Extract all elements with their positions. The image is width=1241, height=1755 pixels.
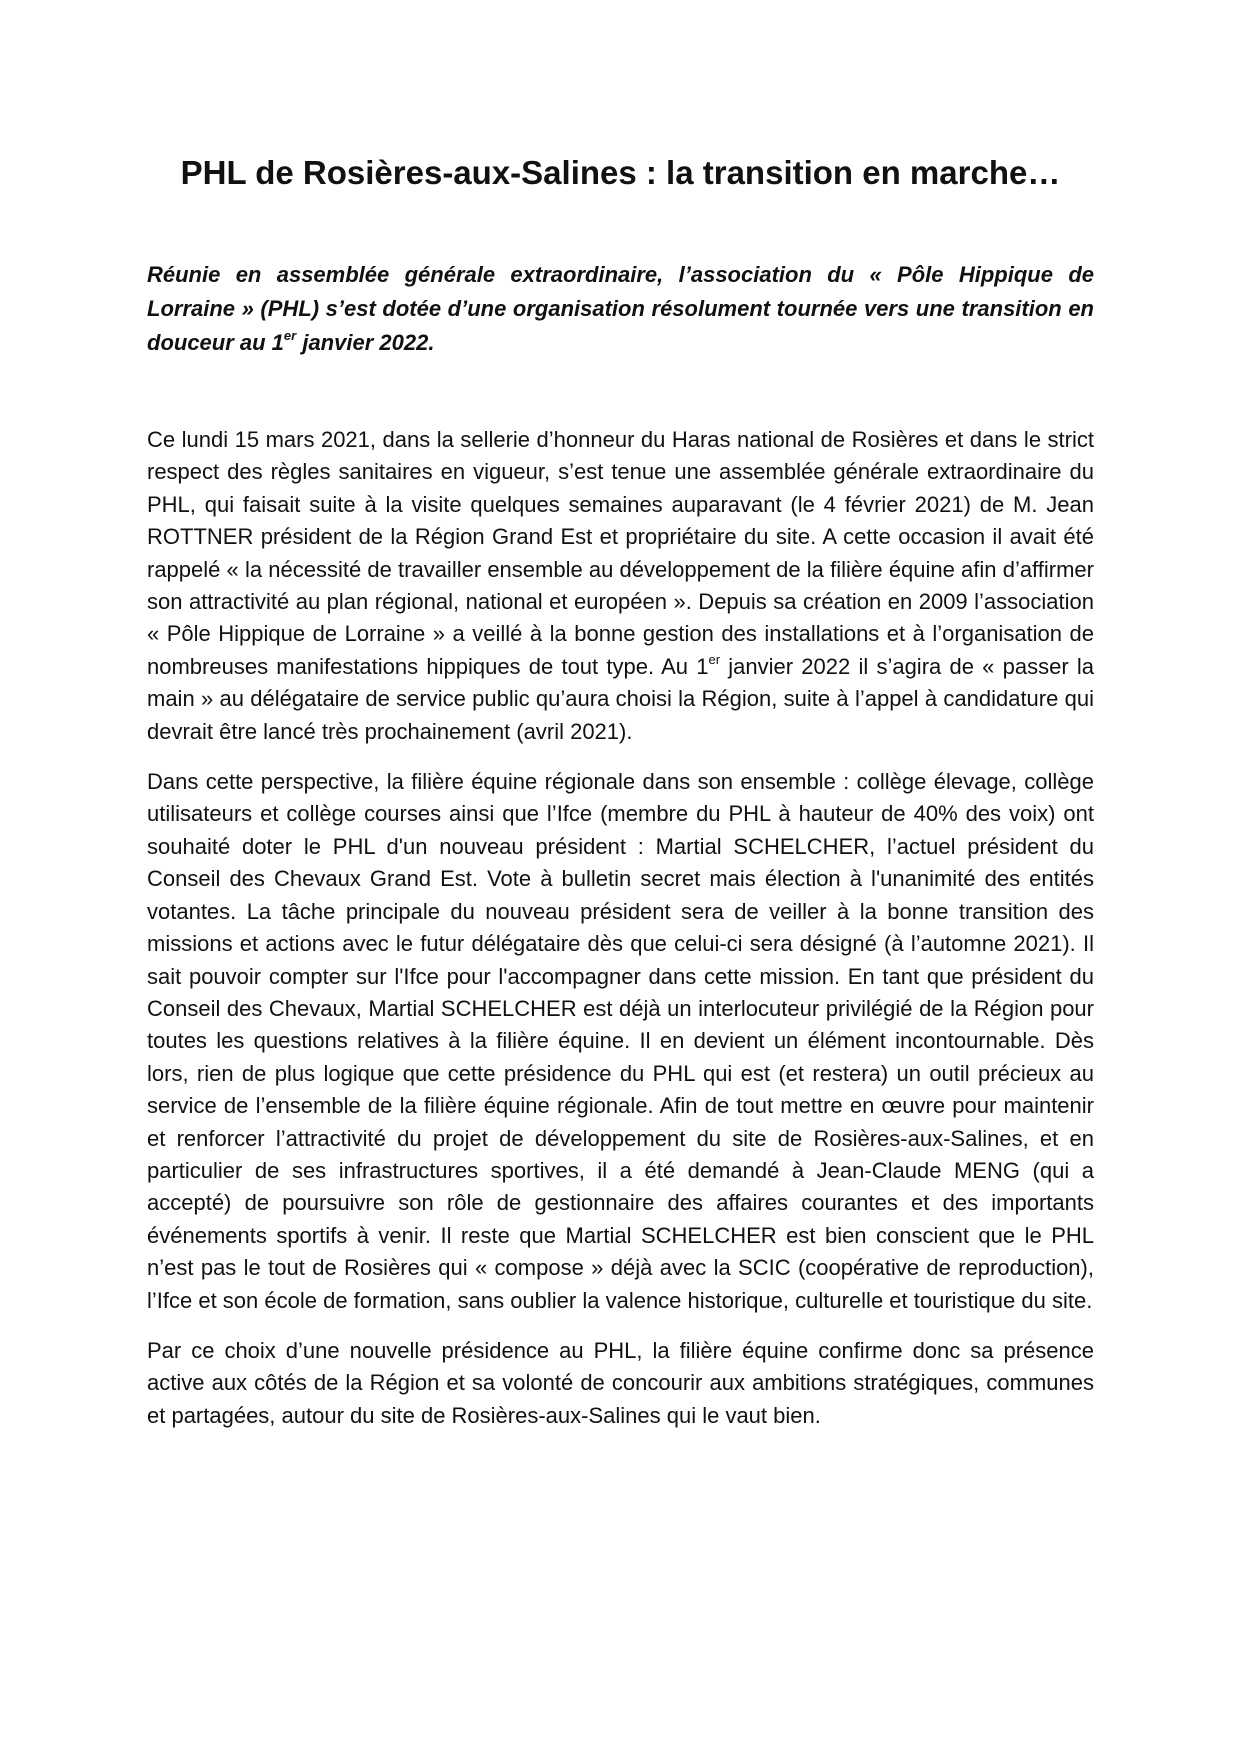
body-paragraph-2: Dans cette perspective, la filière équine régionale dans son ensemble : collège élevage, collège utilisateurs et collège courses ainsi que l’Ifce (membre du PHL à hauteur de 40% des voix) ont souhaité doter le PHL d'un nouveau président : Martial SCHELCHER, l’actuel président du Conseil des Chevaux Grand Est. Vote à bulletin secret mais élection à l'unanimité des entités votantes. La tâche principale du nouveau président sera de veiller à la bonne transition des missions et actions avec le futur délégataire dès que celui-ci sera désigné (à l’automne 2021). Il sait pouvoir compter sur l'Ifce pour l'accompagner dans cette mission. En tant que président du Conseil des Chevaux, Martial SCHELCHER est déjà un interlocuteur privilégié de la Région pour toutes les questions relatives à la filière équine. Il en devient un élément incontournable. Dès lors, rien de plus logique que cette présidence du PHL qui est (et restera) un outil précieux au service de l’ensemble de la filière équine régionale. Afin de tout mettre en œuvre pour maintenir et renforcer l’attractivité du projet de développement du site de Rosières-aux-Salines, et en particulier de ses infrastructures sportives, il a été demandé à Jean-Claude MENG (qui a accepté) de poursuivre son rôle de gestionnaire des affaires courantes et des importants événements sportifs à venir. Il reste que Martial SCHELCHER est bien conscient que le PHL n’est pas le tout de Rosières qui « compose » déjà avec la SCIC (coopérative de reproduction), l’Ifce et son école de formation, sans oublier la valence historique, culturelle et touristique du site. <box>147 769 1094 1313</box>
paragraph-1-text-end: janvier 2022 il s’agira de « passer la main » au délégataire de service public qu’aura choisi la Région, suite à l’appel à candidature qui devrait être lancé très prochainement (avril 2021). <box>147 653 1095 744</box>
lead-text-start: Réunie en assemblée générale extraordinaire, l’association du « Pôle Hippique de Lorraine » (PHL) s’est dotée d’une organisation résolument tournée vers une transition en douceur au 1 <box>147 262 1094 355</box>
paragraph-1-superscript: er <box>708 651 721 667</box>
lead-superscript: er <box>283 328 297 343</box>
lead-paragraph <box>147 258 1094 360</box>
body-paragraph-3: Par ce choix d’une nouvelle présidence au PHL, la filière équine confirme donc sa présence active aux côtés de la Région et sa volonté de concourir aux ambitions stratégiques, communes et partagées, autour du site de Rosières-aux-Salines qui le vaut bien. <box>147 1337 1094 1428</box>
document-title: PHL de Rosières-aux-Salines : la transition en marche… <box>180 154 1061 191</box>
lead-text-end: janvier 2022. <box>296 330 435 355</box>
body-text <box>147 424 1094 1450</box>
body-paragraph-1 <box>147 424 1094 748</box>
paragraph-1-text-start: Ce lundi 15 mars 2021, dans la sellerie d’honneur du Haras national de Rosières et dans le strict respect des règles sanitaires en vigueur, s’est tenue une assemblée générale extraordinaire du PHL, qui faisait suite à la visite quelques semaines auparavant (le 4 février 2021) de M. Jean ROTTNER président de la Région Grand Est et propriétaire du site. A cette occasion il avait été rappelé « la nécessité de travailler ensemble au développement de la filière équine afin d’affirmer son attractivité au plan régional, national et européen ». Depuis sa création en 2009 l’association « Pôle Hippique de Lorraine » a veillé à la bonne gestion des installations et à l’organisation de nombreuses manifestations hippiques de tout type. Au 1 <box>147 427 1094 679</box>
